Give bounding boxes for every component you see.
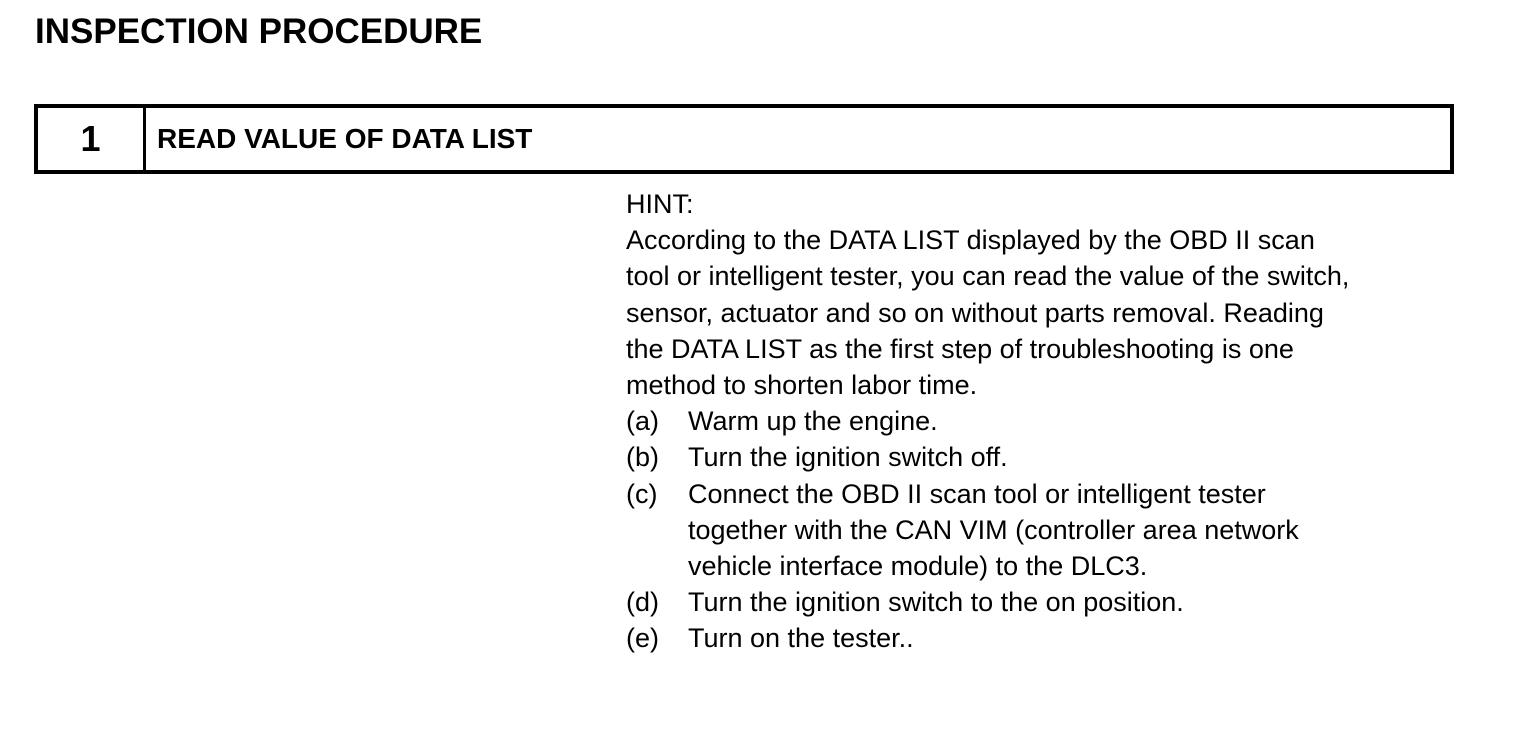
procedure-list [626,403,1466,656]
procedure-marker: (c) [626,478,658,509]
procedure-item [626,584,1466,620]
step-number: 1 [38,108,146,170]
procedure-text [688,584,1466,620]
step-content [626,186,1466,657]
step-header-box [34,104,1454,174]
hint-label: HINT: [626,189,694,219]
procedure-line: Turn on the tester.. [688,623,914,654]
procedure-line: vehicle interface module) to the DLC3. [688,551,1148,582]
procedure-text [688,476,1466,585]
hint-line: method to shorten labor time. [626,370,978,401]
procedure-line: Turn the ignition switch to the on position. [688,587,1184,618]
procedure-line: together with the CAN VIM (controller area network [688,514,1299,545]
hint-line: According to the DATA LIST displayed by the OBD II scan [626,225,1315,256]
procedure-item [626,403,1466,439]
page-heading: INSPECTION PROCEDURE [35,12,483,51]
procedure-text [688,403,1466,439]
procedure-line: Connect the OBD II scan tool or intelligent tester [688,478,1266,509]
procedure-line: Warm up the engine. [688,406,938,437]
procedure-item [626,620,1466,656]
hint-text [626,222,1446,403]
hint-line: tool or intelligent tester, you can read the value of the switch, [626,261,1350,292]
procedure-marker: (a) [626,406,659,437]
procedure-marker: (b) [626,442,659,473]
procedure-item [626,476,1466,585]
procedure-marker: (d) [626,587,659,618]
hint-line: the DATA LIST as the first step of troubleshooting is one [626,333,1294,364]
procedure-text [688,620,1466,656]
procedure-item [626,439,1466,475]
procedure-text [688,439,1466,475]
procedure-marker: (e) [626,623,659,654]
procedure-line: Turn the ignition switch off. [688,442,1008,473]
hint-line: sensor, actuator and so on without parts removal. Reading [626,297,1324,328]
step-title: READ VALUE OF DATA LIST [157,123,533,154]
